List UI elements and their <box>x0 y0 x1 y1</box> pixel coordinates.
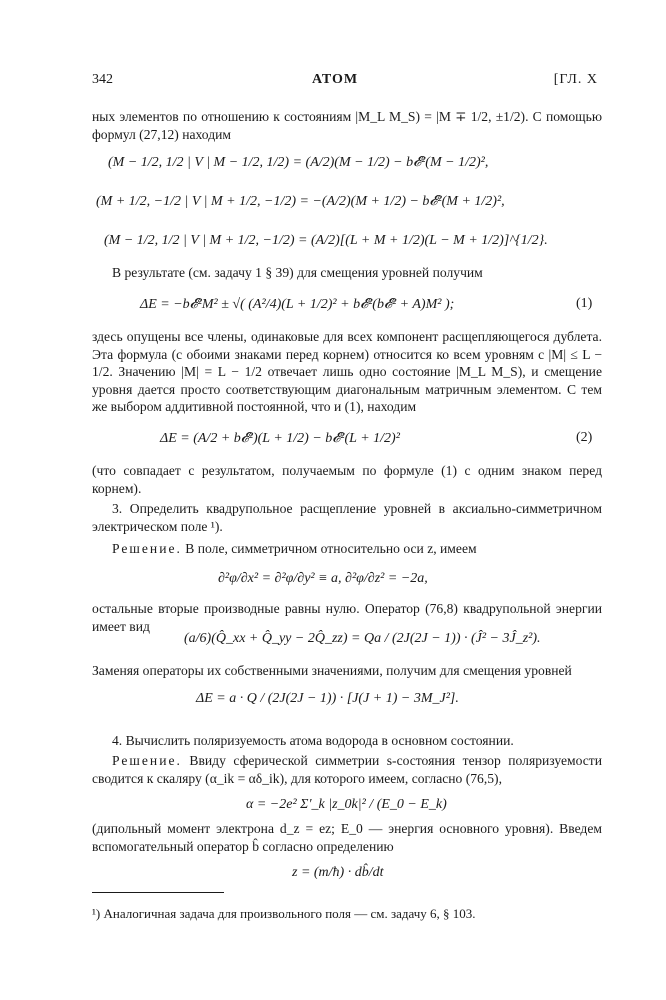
paragraph-replace: Заменяя операторы их собственными значениями, получим для смещения уровней <box>92 663 572 678</box>
paragraph-intro: ных элементов по отношению к состояниям |M_L M_S) = |M ∓ 1/2, ±1/2). С помощью формул (27,12) находим <box>92 109 602 142</box>
problem-3: 3. Определить квадрупольное расщепление уровней в аксиально-симметричном электрическом поле ¹). <box>92 501 602 534</box>
footnote-rule <box>92 892 224 893</box>
paragraph-result: В результате (см. задачу 1 § 39) для смещения уровней получим <box>112 265 483 280</box>
equation-matrix-element-a: (M − 1/2, 1/2 | V | M − 1/2, 1/2) = (A/2)(M − 1/2) − b𝓔²(M − 1/2)², <box>108 155 489 170</box>
equation-1: ΔE = −b𝓔²M² ± √( (A²/4)(L + 1/2)² + b𝓔²(b𝓔² + A)M² ); <box>140 297 455 312</box>
solution-heading: Решение. <box>112 753 182 768</box>
solution-3 <box>92 540 602 558</box>
paragraph-doublet: здесь опущены все члены, одинаковые для всех компонент расщепляющегося дублета. Эта формула (с обоими знаками перед корнем) относится ко всем уровням с |M| ≤ L − 1/2. Значению |M| = L − 1/2 отвечает лишь одно состояние |M_L M_S), и смещение уровня дается просто соответствующим диагональным матричным элементом. С тем же выбором аддитивной постоянной, что и (1), находим <box>92 329 602 414</box>
equation-polarizability: α = −2e² Σ′_k |z_0k|² / (E_0 − E_k) <box>246 797 447 812</box>
solution-3-text: В поле, симметричном относительно оси z, имеем <box>181 541 477 556</box>
chapter-label: [ГЛ. X <box>553 72 598 87</box>
footnote: ¹) Аналогичная задача для произвольного поля — см. задачу 6, § 103. <box>92 906 476 921</box>
page-number: 342 <box>92 72 113 87</box>
equation-auxiliary-operator: z = (m/ħ) · db̂/dt <box>292 865 384 880</box>
equation-2-number: (2) <box>576 430 593 445</box>
equation-quadrupole-shift: ΔE = a · Q / (2J(2J − 1)) · [J(J + 1) − 3M_J²]. <box>196 691 459 706</box>
equation-1-number: (1) <box>576 296 593 311</box>
equation-potential-derivatives: ∂²φ/∂x² = ∂²φ/∂y² ≡ a, ∂²φ/∂z² = −2a, <box>218 571 428 586</box>
solution-4-text: Ввиду сферической симметрии s-состояния тензор поляризуемости сводится к скаляру (α_ik = αδ_ik), для которого имеем, согласно (76,5), <box>92 753 602 786</box>
equation-2: ΔE = (A/2 + b𝓔²)(L + 1/2) − b𝓔²(L + 1/2)² <box>160 431 400 446</box>
solution-4 <box>92 752 602 787</box>
paragraph-operator: остальные вторые производные равны нулю. Оператор (76,8) квадрупольной энергии имеет вид <box>92 601 602 634</box>
paragraph-dipole: (дипольный момент электрона d_z = ez; E_0 — энергия основного уровня). Введем вспомогательный оператор b̂ согласно определению <box>92 821 602 854</box>
equation-quadrupole-operator: (a/6)(Q̂_xx + Q̂_yy − 2Q̂_zz) = Qa / (2J(2J − 1)) · (Ĵ² − 3Ĵ_z²). <box>184 631 541 646</box>
running-title: АТОМ <box>312 72 359 87</box>
problem-4: 4. Вычислить поляризуемость атома водорода в основном состоянии. <box>112 733 514 748</box>
running-header <box>92 72 598 92</box>
equation-matrix-element-c: (M − 1/2, 1/2 | V | M + 1/2, −1/2) = (A/2)[(L + M + 1/2)(L − M + 1/2)]^{1/2}. <box>104 233 548 248</box>
paragraph-note: (что совпадает с результатом, получаемым по формуле (1) с одним знаком перед корнем). <box>92 463 602 496</box>
solution-heading: Решение. <box>112 541 182 556</box>
equation-matrix-element-b: (M + 1/2, −1/2 | V | M + 1/2, −1/2) = −(A/2)(M + 1/2) − b𝓔²(M + 1/2)², <box>96 194 505 209</box>
